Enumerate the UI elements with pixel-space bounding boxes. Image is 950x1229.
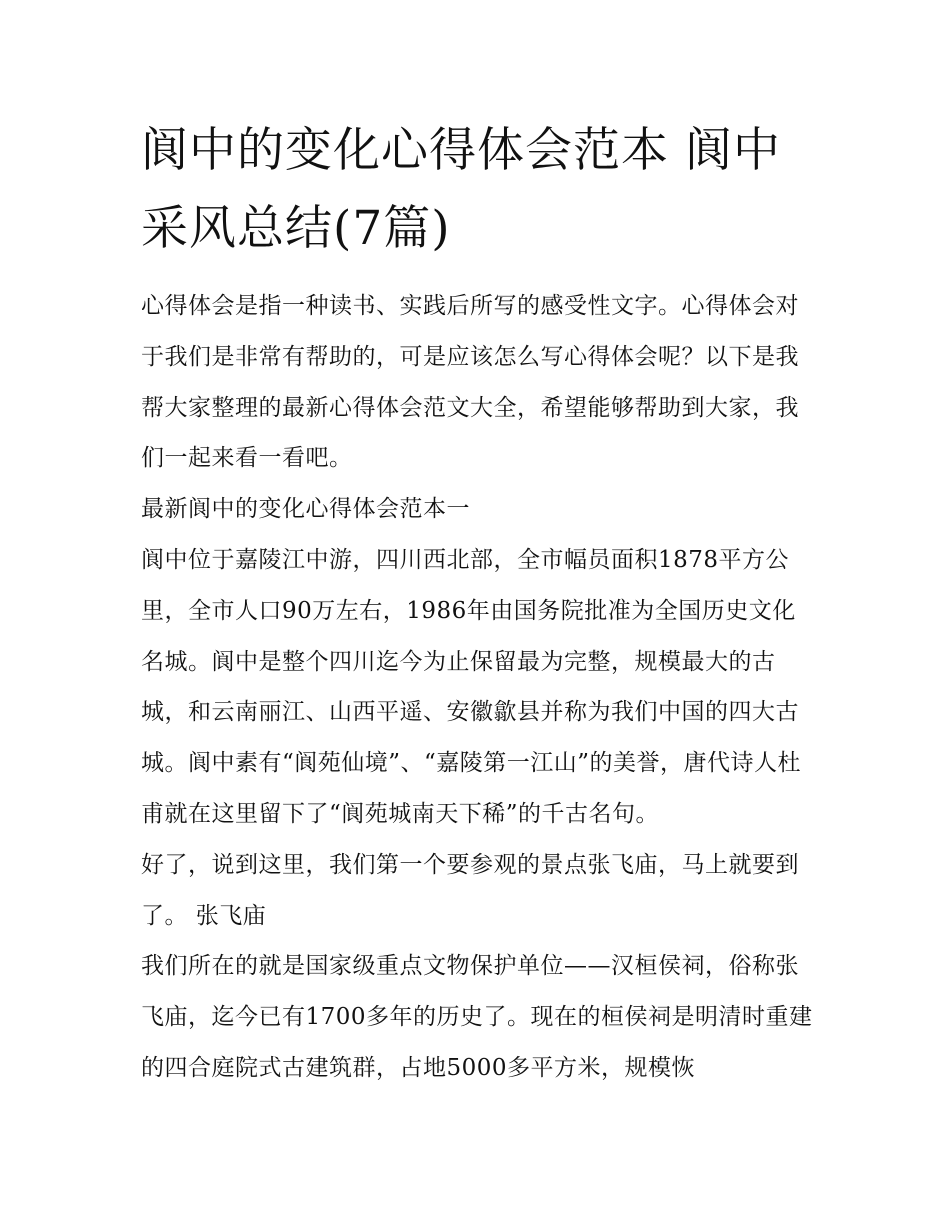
document-page: [141, 112, 813, 1094]
body-paragraph: 阆中位于嘉陵江中游，四川西北部，全市幅员面积1878平方公里，全市人口90万左右，1986年由国务院批准为全国历史文化名城。阆中是整个四川迄今为止保留最为完整，规模最大的古城，和云南丽江、山西平遥、安徽歙县并称为我们中国的四大古城。阆中素有“阆苑仙境”、“嘉陵第一江山”的美誉，唐代诗人杜甫就在这里留下了“阆苑城南天下稀”的千古名句。: [141, 546, 802, 827]
intro-paragraph: 心得体会是指一种读书、实践后所写的感受性文字。心得体会对于我们是非常有帮助的，可是应该怎么写心得体会呢？以下是我帮大家整理的最新心得体会范文大全，希望能够帮助到大家，我们一起来看一看吧。: [141, 293, 799, 472]
body-paragraph: 我们所在的就是国家级重点文物保护单位——汉桓侯祠，俗称张飞庙，迄今已有1700多年的历史了。现在的桓侯祠是明清时重建的四合庭院式古建筑群，占地5000多平方米，规模恢: [141, 953, 813, 1081]
body-paragraph: 好了，说到这里，我们第一个要参观的景点张飞庙，马上就要到了。 张飞庙: [141, 851, 799, 929]
document-title: 阆中的变化心得体会范本 阆中采风总结(7篇): [141, 123, 781, 256]
section-heading: 最新阆中的变化心得体会范本一: [141, 496, 470, 523]
document-body: [141, 281, 813, 1094]
